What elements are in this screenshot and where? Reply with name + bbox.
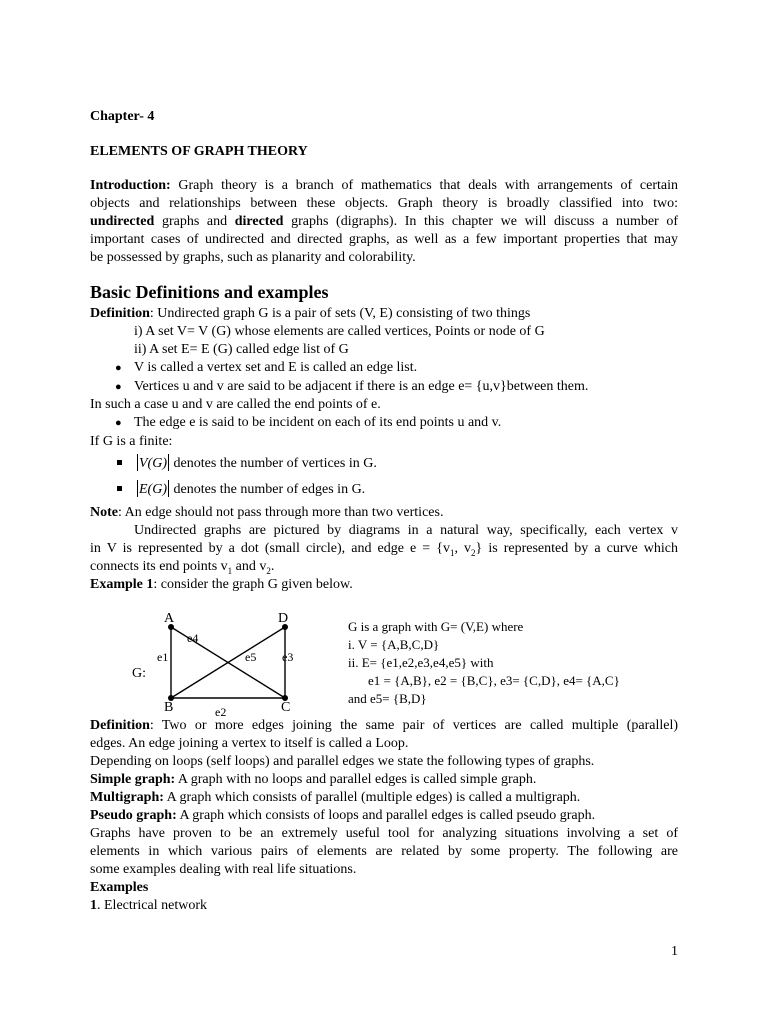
graph-desc-4: e1 = {A,B}, e2 = {B,C}, e3= {C,D}, e4= {A,C} xyxy=(368,673,620,688)
multigraph-definition: Multigraph: A graph which consists of parallel (multiple edges) is called a multigraph. xyxy=(90,790,581,805)
bullet-text-1: V is called a vertex set and E is called an edge list. xyxy=(134,360,418,375)
bullet-icon: ● xyxy=(115,362,122,374)
intro-line-2: objects and relationships between these objects. Graph theory is broadly classified into two: xyxy=(90,196,678,211)
intro-line-1: Introduction: Graph theory is a branch of mathematics that deals with arrangements of certain xyxy=(90,178,679,193)
vertex-count-expression: V(G) xyxy=(139,456,167,471)
graph-desc-2: i. V = {A,B,C,D} xyxy=(348,637,440,652)
note-paragraph-1: Undirected graphs are pictured by diagrams in a natural way, specifically, each vertex v xyxy=(134,523,678,538)
graph-name-label: G: xyxy=(132,666,146,681)
note-paragraph-2: in V is represented by a dot (small circle), and edge $e = \{v_1$, $v_2$} is represented by a curve which xyxy=(90,541,678,558)
graph-desc-3: ii. E= {e1,e2,e3,e4,e5} with xyxy=(348,655,494,670)
simple-graph-definition: Simple graph: A graph with no loops and parallel edges is called simple graph. xyxy=(90,772,537,787)
bullet-text-3: The edge e is said to be incident on each of its end points u and v. xyxy=(134,415,502,430)
intro-line-3: undirected graphs and directed graphs (digraphs). In this chapter we will discuss a number of xyxy=(90,214,678,229)
example-item-1: 1. Electrical network xyxy=(90,898,208,913)
vertex-label-d: D xyxy=(278,611,289,626)
definition-2-line-1: Definition: Two or more edges joining the same pair of vertices are called multiple (parallel) xyxy=(90,718,678,733)
vertex-label-a: A xyxy=(164,611,175,626)
finite-text: If G is a finite: xyxy=(90,434,173,449)
chapter-label: Chapter- 4 xyxy=(90,109,155,124)
intro-line-4: important cases of undirected and directed graphs, as well as a few important properties that may xyxy=(90,232,678,247)
section-heading: Basic Definitions and examples xyxy=(90,282,329,302)
vertex-label-c: C xyxy=(281,700,291,715)
definition-2-line-2: edges. An edge joining a vertex to itself is called a Loop. xyxy=(90,736,409,751)
definition-1: Definition: Undirected graph G is a pair of sets (V, E) consisting of two things xyxy=(90,306,531,321)
edge-count-line: E(G) denotes the number of edges in G. xyxy=(139,482,366,497)
example-1: Example 1: consider the graph G given below. xyxy=(90,577,353,592)
edge-count-expression: E(G) xyxy=(139,482,167,497)
closing-line-3: some examples dealing with real life situations. xyxy=(90,862,357,877)
edge-label-e4: e4 xyxy=(187,631,199,645)
note: Note: An edge should not pass through more than two vertices. xyxy=(90,505,444,520)
closing-line-1: Graphs have proven to be an extremely useful tool for analyzing situations involving a set of xyxy=(90,826,678,841)
edge-label-e1: e1 xyxy=(157,650,169,664)
intro-line-5: be possessed by graphs, such as planarity and colorability. xyxy=(90,250,416,265)
edge-label-e5: e5 xyxy=(245,650,257,664)
edge-label-e3: e3 xyxy=(282,650,294,664)
vertex-count-line: V(G) denotes the number of vertices in G. xyxy=(139,456,377,471)
page-title: ELEMENTS OF GRAPH THEORY xyxy=(90,144,308,159)
bullet-icon: ● xyxy=(115,417,122,429)
vertex-label-b: B xyxy=(164,700,174,715)
end-points-text: In such a case u and v are called the end points of e. xyxy=(90,397,381,412)
definition-2-line-3: Depending on loops (self loops) and parallel edges we state the following types of graphs. xyxy=(90,754,595,769)
examples-heading: Examples xyxy=(90,880,149,895)
pseudo-graph-definition: Pseudo graph: A graph which consists of loops and parallel edges is called pseudo graph. xyxy=(90,808,596,823)
bullet-icon: ● xyxy=(115,381,122,393)
graph-desc-5: and e5= {B,D} xyxy=(348,691,427,706)
definition-1-item-i: i) A set V= V (G) whose elements are called vertices, Points or node of G xyxy=(134,324,545,339)
definition-1-item-ii: ii) A set E= E (G) called edge list of G xyxy=(134,342,349,357)
page-number: 1 xyxy=(671,944,678,959)
note-paragraph-3: connects its end points $v_1$ and $v_2$. xyxy=(90,559,275,576)
closing-line-2: elements in which various pairs of elements are related by some property. The following are xyxy=(90,844,678,859)
bullet-text-2: Vertices u and v are said to be adjacent if there is an edge e= {u,v}between them. xyxy=(134,379,589,394)
graph-desc-1: G is a graph with G= (V,E) where xyxy=(348,619,524,634)
edge-label-e2: e2 xyxy=(215,705,227,719)
